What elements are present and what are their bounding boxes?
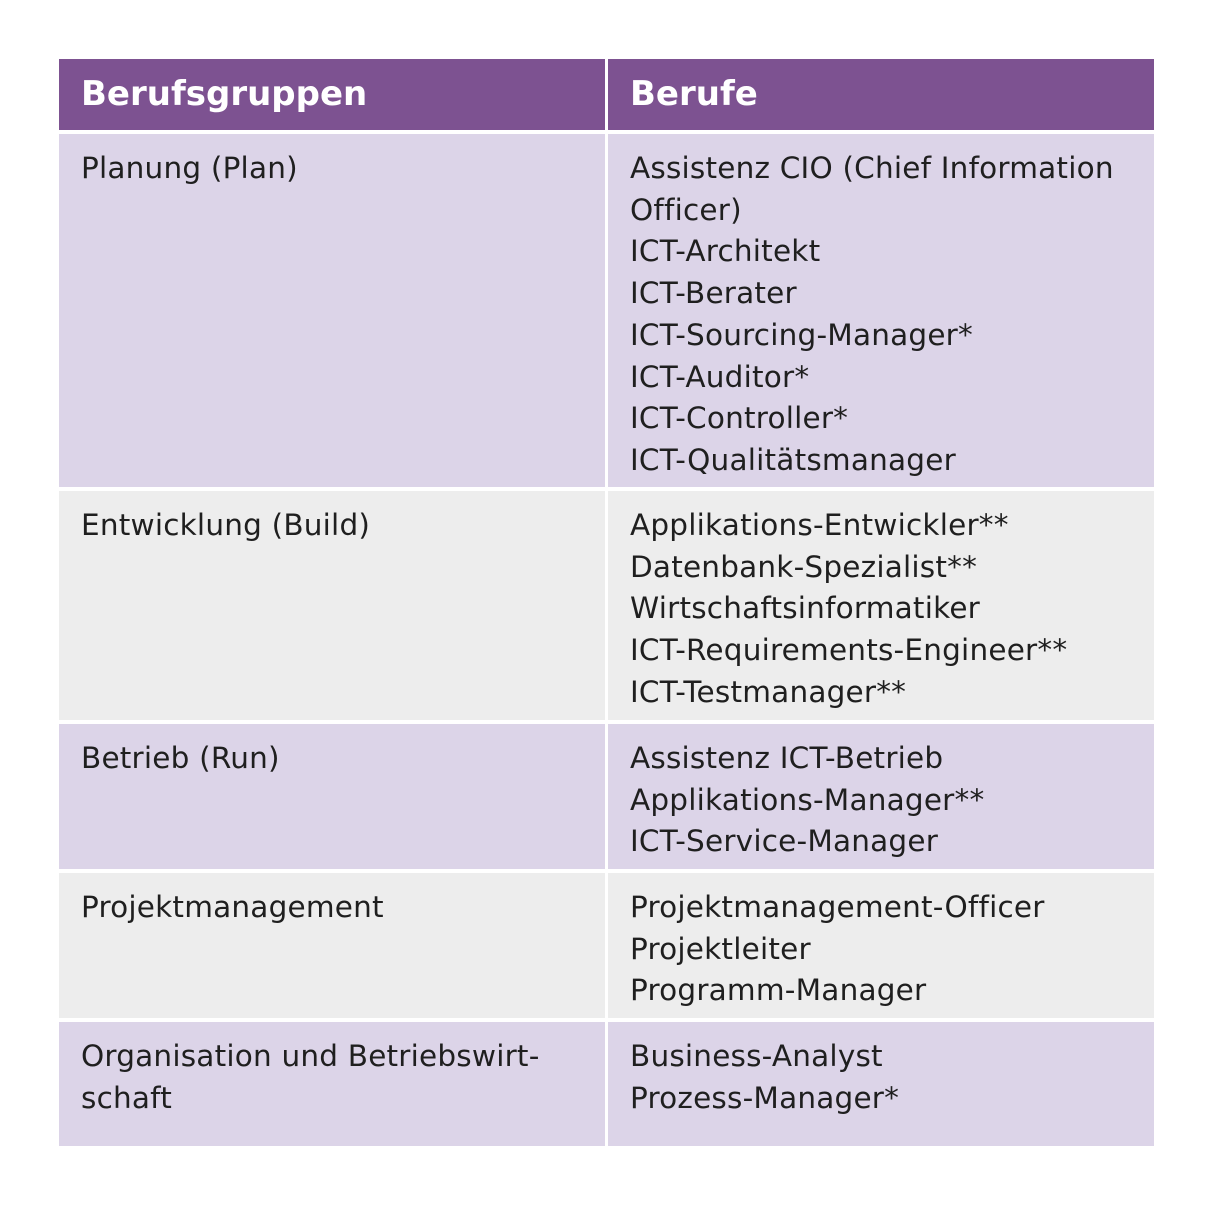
job-item: ICT-Architekt [630,234,821,269]
jobs-cell [608,873,1154,1018]
job-item: Applikations-Entwickler** [630,508,1009,542]
jobs-cell [608,724,1154,869]
job-item: Datenbank-Spezialist** [630,549,978,584]
table-row-betrieb [59,724,1154,869]
group-cell [59,724,605,869]
job-item: Programm-Manager [630,973,927,1008]
job-item: Assistenz CIO (Chief Information Officer) [630,151,1114,227]
group-cell [59,491,605,720]
job-item: ICT-Controller* [630,401,849,436]
group-label: Betrieb (Run) [81,741,280,775]
job-item: ICT-Auditor* [630,359,810,394]
header-berufe: Berufe [608,59,1154,130]
job-item: ICT-Service-Manager [630,824,939,859]
job-item: Wirtschaftsinformatiker [630,591,981,626]
job-item: Assistenz ICT-Betrieb [630,741,944,775]
job-item: Applikations-Manager** [630,782,985,817]
jobs-cell [608,134,1154,487]
job-list [630,887,1134,1012]
header-berufsgruppen: Berufsgruppen [59,59,605,130]
jobs-cell [608,1022,1154,1146]
table-row-projektmanagement [59,873,1154,1018]
job-item: Projektmanagement-Officer [630,890,1045,924]
job-list [630,738,1134,863]
table-row-organisation [59,1022,1154,1146]
berufe-table [59,59,1154,1146]
job-list [630,148,1134,482]
group-cell [59,873,605,1018]
group-cell [59,134,605,487]
table-header-row [59,59,1154,130]
group-label: Planung (Plan) [81,151,298,185]
job-item: ICT-Qualitätsmanager [630,442,956,477]
job-item: Projektleiter [630,931,811,966]
job-list [630,1036,1134,1119]
job-list [630,505,1134,714]
job-item: Prozess-Manager* [630,1080,900,1115]
group-label: Organisation und Betriebswirt-schaft [81,1039,540,1115]
job-item: Business-Analyst [630,1039,883,1073]
job-item: ICT-Testmanager** [630,674,907,709]
job-item: ICT-Sourcing-Manager* [630,317,973,352]
jobs-cell [608,491,1154,720]
job-item: ICT-Berater [630,276,797,311]
job-item: ICT-Requirements-Engineer** [630,633,1068,668]
group-label: Entwicklung (Build) [81,508,371,542]
group-label: Projektmanagement [81,890,384,924]
table-row-entwicklung [59,491,1154,720]
group-cell [59,1022,605,1146]
table-row-planung [59,134,1154,487]
